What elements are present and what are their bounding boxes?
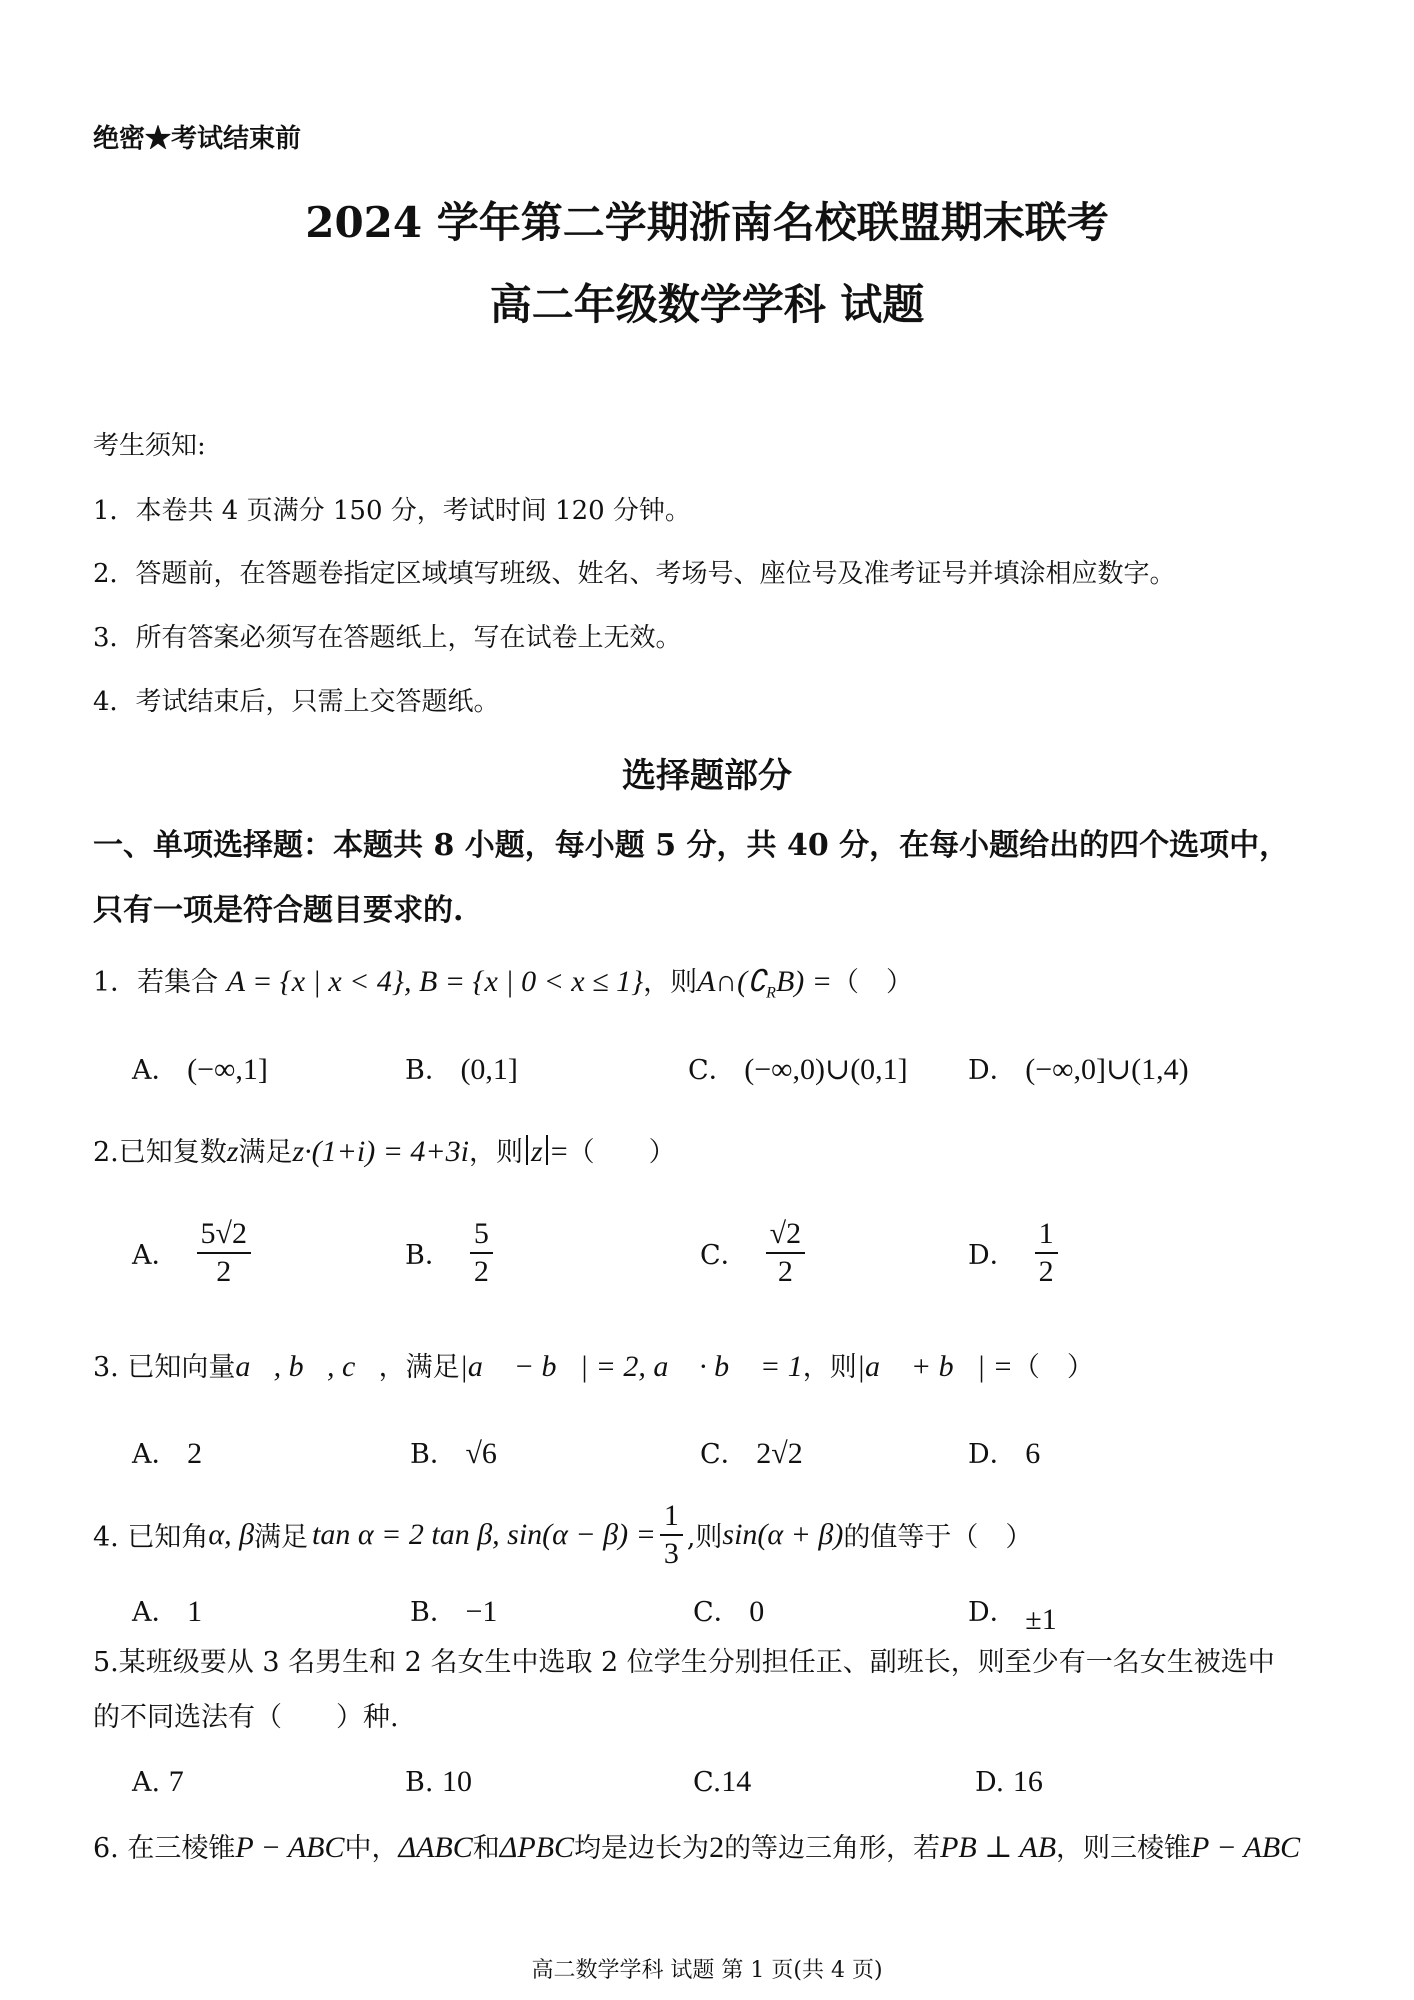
exam-title: 2024 学年第二学期浙南名校联盟期末联考: [305, 198, 1109, 247]
notice-item: 3．所有答案必须写在答题纸上，写在试卷上无效。: [93, 623, 682, 653]
q1-option-c: C． (−∞,0)∪(0,1]: [688, 1053, 908, 1086]
question-2: [93, 1130, 676, 1169]
q1-paren: （ ）: [832, 967, 914, 998]
question-3: [93, 1345, 1094, 1384]
q1-set-b: , B = {x | 0 < x ≤ 1}: [403, 965, 644, 998]
part-heading: 一、单项选择题：本题共 8 小题，每小题 5 分，共 40 分，在每小题给出的四个选项中，: [93, 828, 1290, 863]
q3-option-c: C． 2√2: [700, 1437, 803, 1470]
q3-paren: （ ）: [1012, 1352, 1094, 1383]
confidential-label: 绝密★考试结束前: [93, 124, 302, 154]
q3-mid: ，满足: [378, 1352, 460, 1383]
q1-expr-tail: B) =: [775, 965, 833, 998]
q5-option-c: C.14: [693, 1765, 752, 1798]
q4-angles: α, β: [208, 1517, 255, 1551]
q3-vectors: a⃗, b⃗, c⃗: [235, 1350, 379, 1383]
q5-option-b: B. 10: [405, 1765, 473, 1798]
notice-item: 2．答题前，在答题卷指定区域填写班级、姓名、考场号、座位号及准考证号并填涂相应数字。: [93, 559, 1176, 589]
q1-option-a: A． (−∞,1]: [132, 1053, 268, 1086]
section-title: 选择题部分: [622, 756, 792, 796]
q3-target: |a⃗ + b⃗| =: [856, 1350, 1013, 1383]
q4-condition: tan α = 2 tan β, sin(α − β) =: [312, 1517, 656, 1551]
q4-tail: 的值等于（ ）: [843, 1522, 1033, 1553]
q1-option-b: B． (0,1]: [405, 1053, 518, 1086]
exam-subtitle: 高二年级数学学科 试题: [489, 280, 925, 329]
q3-ask: ，则: [802, 1352, 857, 1383]
question-4: [93, 1500, 1032, 1569]
part-heading-cont: 只有一项是符合题目要求的.: [93, 893, 464, 928]
q4-option-c: C． 0: [693, 1595, 765, 1628]
notice-item: 1．本卷共 4 页满分 150 分，考试时间 120 分钟。: [93, 496, 691, 526]
notice-heading: 考生须知:: [93, 431, 206, 461]
q4-fraction: $\frac{1}{3}$: [660, 1500, 683, 1569]
q4-option-a: A． 1: [132, 1595, 203, 1628]
q1-expr-sub: R: [766, 984, 776, 1002]
notice-item: 4．考试结束后，只需上交答题纸。: [93, 687, 500, 717]
q2-option-c: C． $\frac{√2}{2}$: [700, 1218, 805, 1287]
q1-expr: A∩(∁: [697, 965, 767, 998]
q3-option-a: A． 2: [132, 1437, 203, 1470]
q2-eq: =: [550, 1135, 568, 1168]
q5-option-a: A. 7: [132, 1765, 184, 1798]
q1-option-d: D． (−∞,0]∪(1,4): [968, 1053, 1189, 1086]
q3-prefix: 3. 已知向量: [93, 1352, 236, 1383]
question-5: 5.某班级要从 3 名男生和 2 名女生中选取 2 位学生分别担任正、副班长，则至少有一名女生被选中: [93, 1647, 1275, 1678]
q4-mid: 满足: [254, 1522, 309, 1553]
q3-option-b: B． √6: [410, 1437, 497, 1470]
q3-condition: |a⃗ − b⃗| = 2, a⃗ · b⃗ = 1: [459, 1350, 803, 1383]
q4-ask: ,则: [686, 1522, 723, 1553]
q2-paren: （ ）: [567, 1137, 676, 1168]
q2-abs-var: z: [531, 1135, 543, 1168]
question-5-cont: 的不同选法有（ ）种.: [93, 1702, 399, 1733]
q2-option-d: D． $\frac{1}{2}$: [968, 1218, 1058, 1287]
q1-prefix: 1．若集合: [93, 967, 219, 998]
q2-option-a: A． $\frac{5√2}{2}$: [132, 1218, 251, 1287]
q2-equation: z·(1+i) = 4+3i: [292, 1135, 470, 1168]
q3-option-d: D． 6: [968, 1437, 1041, 1470]
q4-option-d: D． ±1: [968, 1597, 1057, 1636]
q5-option-d: D. 16: [975, 1765, 1043, 1798]
q4-option-b: B． −1: [410, 1595, 498, 1628]
q4-target: sin(α + β): [722, 1517, 844, 1551]
q2-option-b: B． $\frac{5}{2}$: [405, 1218, 493, 1287]
question-6: 6. 在三棱锥P − ABC中，ΔABC和ΔPBC均是边长为2的等边三角形，若PB ⊥ AB，则三棱锥P − ABC: [93, 1831, 1301, 1864]
q2-prefix: 2.已知复数: [93, 1137, 227, 1168]
q1-ask: ，则: [643, 967, 698, 998]
q2-ask: ，则: [469, 1137, 524, 1168]
q4-prefix: 4. 已知角: [93, 1522, 209, 1553]
page-footer: 高二数学学科 试题 第 1 页(共 4 页): [531, 1958, 883, 1983]
q2-var: z: [226, 1135, 239, 1168]
q1-set-a: A = {x | x < 4}: [226, 965, 404, 998]
question-1: [93, 960, 913, 1002]
q2-mid: 满足: [238, 1137, 293, 1168]
